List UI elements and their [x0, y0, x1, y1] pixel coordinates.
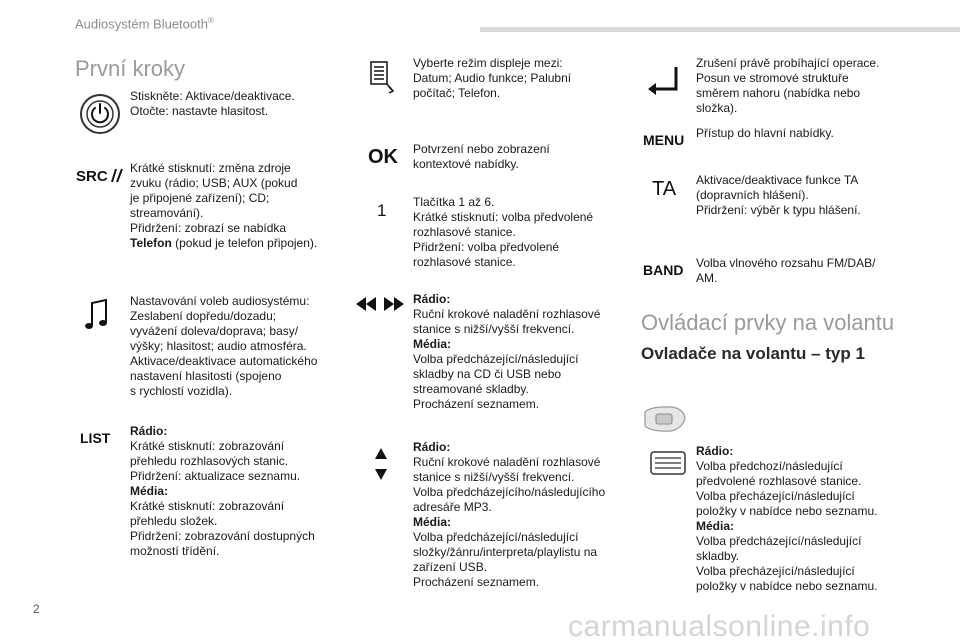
steering-wheel-icon: [641, 404, 687, 434]
back-description: Zrušení právě probíhající operace. Posun ve stromové struktuře směrem nahoru (nabídka nebo složka).: [696, 56, 880, 115]
seek-arrows-icon: [356, 296, 404, 312]
watermark: carmanualsonline.info: [568, 610, 871, 643]
ok-description: Potvrzení nebo zobrazení kontextové nabídky.: [413, 142, 550, 171]
menu-button-label: MENU: [643, 132, 685, 148]
src-label: SRC: [76, 168, 108, 184]
page-number: 2: [33, 602, 40, 616]
preset-button-label: 1: [377, 201, 387, 220]
ok-button-label: OK: [368, 146, 398, 168]
steering-wheel-description: Rádio: Volba předchozí/následující předvolené rozhlasové stanice. Volba přecházející/následující položky v nabídce nebo seznamu. Média: Volba předcházející/následující skladby. Volba přecházející/následující položky v nabídce nebo seznamu.: [696, 444, 878, 593]
header-title: Audiosystém Bluetooth®: [75, 16, 214, 32]
src-button-icon: [76, 166, 124, 184]
steering-controls-title: Ovládací prvky na volantu: [641, 310, 895, 335]
ta-description: Aktivace/deaktivace funkce TA (dopravních hlášení). Přidržení: výběr k typu hlášení.: [696, 173, 861, 217]
src-description: Krátké stisknutí: změna zdroje zvuku (rádio; USB; AUX (pokud je připojené zařízení); CD; streamování). Přidržení: zobrazí se nabídka Telefon (pokud je telefon připojen).: [130, 161, 318, 250]
back-arrow-icon: [646, 63, 682, 97]
display-mode-description: Vyberte režim displeje mezi: Datum; Audio funkce; Palubní počítač; Telefon.: [413, 56, 572, 100]
seek-description: Rádio: Ruční krokové naladění rozhlasové stanice s nižší/vyšší frekvencí. Média: Volba předcházející/následující skladby na CD či USB nebo streamované skladby. Procházení seznamem.: [413, 292, 601, 411]
list-description: Rádio: Krátké stisknutí: zobrazování přehledu rozhlasových stanic. Přidržení: aktualizace seznamu. Média: Krátké stisknutí: zobrazování přehledu složek. Přidržení: zobrazování dostupných možností třídění.: [130, 424, 315, 558]
header-bar: [480, 27, 960, 32]
list-button-label: LIST: [80, 430, 111, 446]
up-down-arrows-icon: [374, 447, 388, 481]
audio-settings-description: Nastavování voleb audiosystému: Zeslabení dopředu/dozadu; vyvážení doleva/doprava; basy/ výšky; hlasitost; audio atmosféra. Aktivace/deaktivace automatického nastavení hlasitosti (spojeno s rychlostí vozidla).: [130, 294, 318, 398]
power-description: Stiskněte: Aktivace/deaktivace. Otočte: nastavte hlasitost.: [130, 89, 295, 118]
preset-description: Tlačítka 1 až 6. Krátké stisknutí: volba předvolené rozhlasové stanice. Přidržení: volba předvolené rozhlasové stanice.: [413, 195, 594, 269]
ta-button-label: TA: [652, 178, 677, 200]
menu-description: Přístup do hlavní nabídky.: [696, 126, 834, 140]
music-note-icon: [84, 298, 110, 332]
thumbwheel-icon: [650, 451, 686, 475]
folder-navigation-description: Rádio: Ruční krokové naladění rozhlasové stanice s nižší/vyšší frekvencí. Volba předcházejícího/následujícího adresáře MP3. Média: Volba předcházející/následující složky/žánru/interpreta/playlistu na zařízení USB. Procházení seznamem.: [413, 440, 606, 589]
steering-controls-subtitle: Ovladače na volantu – typ 1: [641, 344, 865, 363]
band-description: Volba vlnového rozsahu FM/DAB/ AM.: [696, 256, 876, 285]
power-knob-icon: [79, 93, 121, 135]
display-mode-icon: [369, 60, 395, 94]
band-button-label: BAND: [643, 262, 684, 278]
section-title: První kroky: [75, 56, 186, 81]
